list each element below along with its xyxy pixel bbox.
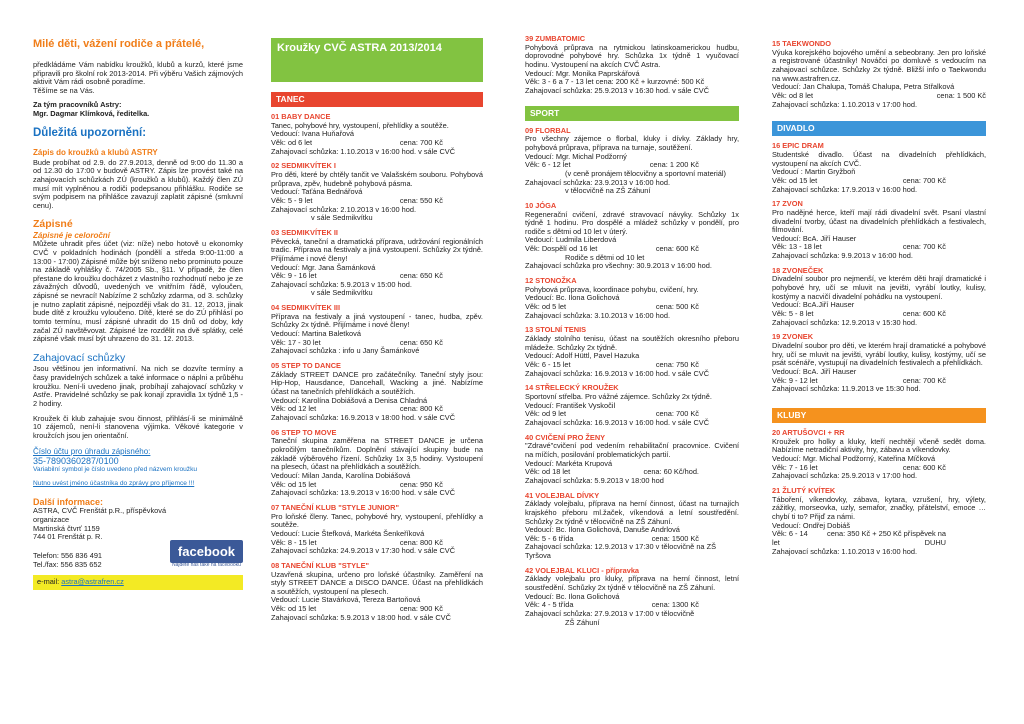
item-age: Věk: 8 - 15 let [271, 537, 317, 547]
section-clubs-header: KLUBY [772, 408, 986, 423]
item-price: cena: 650 Kč [399, 337, 443, 347]
item-price: cena: 900 Kč [399, 604, 443, 614]
item-text: Regenerační cvičení, zdravé stravovací návyky. Schůzky 1x týdně 1 hodinu. Pro dospělé a mládež schůzky v pondělí, pro rodiče s dětmi od 10 let v úterý. [525, 209, 739, 236]
club-list [772, 429, 986, 556]
item-price: cena: 500 Kč [655, 302, 699, 312]
item-text: Uzavřená skupina, určeno pro loňské účastníky. Zaměření na styly STREET DANCE a DISCO DANCE. Účast na přehlídkách a soutěžích, vystoupení na plesech. [271, 569, 483, 596]
email-label: e-mail: [37, 577, 62, 587]
item-title: 21 ŽLUTÝ KVÍTEK [772, 485, 836, 495]
item-age: Věk: 5 - 8 let [772, 309, 814, 319]
facebook-caption: Najdete nás také na facebooku [171, 562, 241, 569]
program-item [271, 504, 483, 556]
item-leader: Vedoucí: Mgr. Jana Šamánková [271, 262, 376, 272]
item-text: Pro všechny zájemce o florbal, kluky i dívky. Základy hry, pohybová průprava, příprava na turnaje, soutěžení. [525, 134, 739, 152]
item-title: 40 CVIČENÍ PRO ŽENY [525, 432, 606, 442]
item-text: Pro loňské členy. Tanec, pohybové hry, vystoupení, přehlídky a soutěže. [271, 511, 483, 530]
item-text: Sportovní střelba. Pro vážné zájemce. Schůzky 2x týdně. [525, 391, 712, 401]
item-leader: Vedoucí: František Vyskočil [525, 400, 616, 410]
item-age: Věk: 5 - 9 let [271, 195, 313, 205]
item-text: Základy stolního tenisu, účast na soutěžích okresního přeboru mládeže. Schůzky 2x týdně. [525, 334, 739, 352]
item-meeting: Zahajovací schůzka: 16.9.2013 v 16:00 hod. v sále CVČ [525, 417, 710, 427]
item-price: cena: 600 Kč [902, 462, 946, 472]
item-price: cena: 600 Kč [655, 244, 699, 254]
item-age: Věk: 5 - 6 třída [525, 533, 574, 543]
item-leader: Vedoucí : Martin Gryžboň [772, 167, 856, 177]
item-meeting: Zahajovací schůzka: 24.9.2013 v 17:30 hod. v sále CVČ [271, 546, 456, 556]
item-meeting: Zahajovací schůzka: 16.9.2013 v 18:00 hod. v sále CVČ [271, 413, 456, 422]
program-item [525, 384, 739, 427]
item-price: cena: 700 Kč [902, 242, 946, 252]
column-sport [525, 35, 739, 724]
program-item [772, 429, 986, 481]
item-leader: Vedoucí: Ondřej Dobiáš [772, 520, 851, 530]
item-age: Věk: 7 - 16 let [772, 462, 818, 472]
dance-list [271, 113, 483, 622]
account-note: Nutno uvést jméno účastníka do zprávy pro příjemce !!! [33, 480, 195, 488]
program-item [525, 277, 739, 320]
program-item [525, 326, 739, 378]
item-age: Věk: 9 - 12 let [772, 375, 818, 385]
program-item [525, 434, 739, 486]
telfax: Tel./fax: 556 835 652 [33, 559, 102, 569]
item-leader: Vedoucí: Adolf Hüttl, Pavel Hazuka [525, 351, 640, 361]
item-title: 41 VOLEJBAL DÍVKY [525, 490, 600, 500]
item-text: Divadelní soubor pro děti, ve kterém hrají dramatické a pohybové hry, učí se mluvit na jevišti, vyrábí loutky, kulisy, kostýmy, učí se psát scénáře, vystupují na divadelních festivalech a přehlídkách. [772, 341, 986, 368]
item-price: cena: 600 Kč [902, 309, 946, 319]
item-text: Základy volejbalu pro kluky, příprava na herní činnost, letní soustředění. Schůzky 2x týdně v tělocvičně na ZŠ Záhuní. [525, 574, 739, 593]
item-note: Rodiče s dětmi od 10 let [565, 252, 645, 262]
column-dance [271, 38, 483, 724]
item-price: cena: 1 500 Kč [936, 90, 986, 100]
item-meeting: Zahajovací schůzka: 23.9.2013 v 16:00 hod. [525, 177, 671, 187]
section-dance-header: TANEC [271, 92, 483, 107]
program-item [525, 202, 739, 271]
item-title: 05 STEP TO DANCE [271, 361, 341, 371]
item-age: Věk: 6 - 12 let [525, 160, 571, 170]
item-age-price: Věk: 3 - 6 a 7 - 13 let cena: 200 Kč + kurzovné: 500 Kč [525, 77, 705, 87]
item-price: cena: 700 Kč [655, 409, 699, 419]
item-title: 08 TANEČNÍ KLUB "STYLE" [271, 560, 370, 570]
item-text: Taneční skupina zaměřena na STREET DANCE je určena pokročilým tanečníkům. Doplnění stávající skupiny bude na základě výběrového řízení. Schůzky 1x 3,5 hodiny. Vystoupení na plesech, účast na přehlídkách a soutěžích. [271, 436, 483, 472]
org-line-1: ASTRA, CVČ Frenštát p.R., příspěvková organizace [33, 506, 167, 525]
program-item [271, 429, 483, 498]
item-meeting: Zahajovací schůzka: 2.10.2013 v 16:00 hod. [271, 204, 417, 214]
item-leader: Vedoucí: Taťána Bednářová [271, 187, 363, 197]
item-meeting: Zahajovací schůzka: 5.9.2013 v 18:00 hod [525, 475, 664, 485]
item-meeting: Zahajovací schůzka: 25.9.2013 v 16:30 hod. v sále CVČ [525, 85, 710, 95]
item-text: Divadelní soubor pro nejmenší, ve kterém děti hrají dramatické i pohybové hry, učí se mluvit na jevišti, vyrábí loutky, kulisy, kostýmy a nacvičí divadelní pohádku na vystoupení. [772, 274, 986, 301]
item-meeting: Zahajovací schůzka: 9.9.2013 v 16:00 hod. [772, 251, 913, 261]
item-title: 01 BABY DANCE [271, 112, 331, 121]
item-price: cena: 750 Kč [655, 360, 699, 369]
item-text: Pro nadějné herce, kteří mají rádi divadelní svět. Psaní vlastní divadelní tvorby, účast na divadelních přehlídkách a festivalech, filmování. [772, 207, 986, 235]
item-age: Věk: od 12 let [271, 404, 317, 414]
item-text: Kroužek pro holky a kluky, kteří nechtějí včeně sedět doma. Nabízíme netradiční aktivity, hry, zábavu a víkendovky. [772, 436, 986, 455]
program-item [772, 333, 986, 394]
email-link[interactable]: astra@astrafren.cz [61, 577, 124, 587]
item-text: Studentské divadlo. Účast na divadelních přehlídkách, vystoupení na akcích CVČ. [772, 149, 986, 168]
item-age: Věk: od 18 let [525, 467, 571, 477]
program-item [271, 304, 483, 356]
item-leader: Vedoucí: BcA. Jiří Hauser [772, 367, 857, 376]
item-title: 14 STŘELECKÝ KROUŽEK [525, 383, 619, 393]
program-item [271, 162, 483, 223]
item-meeting: Zahajovací schůzka: 1.10.2013 v 17:00 hod. [772, 99, 918, 109]
program-item [271, 229, 483, 298]
enroll-text: Bude probíhat od 2.9. do 27.9.2013, denně od 9:00 do 11.30 a od 12.30 do 17:00 v budově ASTRY. Zápis lze provést také na zahajovacích schůzkách ZÚ (kroužků a klubů). Každý člen ZÚ musí mít vyplněnou a rodiči podepsanou přihlášku. Rodiče se svým podpisem na přihlášce zavazují zaplatit zápisné (smluvní cenu). [33, 157, 243, 210]
opening-text: Jsou většinou jen informativní. Na nich se dozvíte termíny a časy pravidelných schůzek a také informace o náplni a průběhu kroužku. Není-li uvedeno jinak, probíhají zahajovací schůzky v Astře. Pravidelné schůzky se pak konají zpravidla 1x týdně 1,5 - 2 hodiny. [33, 364, 243, 408]
item-meeting: Zahajovací schůzka : info u Jany Šamánkové [271, 346, 420, 356]
intro-text: předkládáme Vám nabídku kroužků, klubů a kurzů, které jsme připravili pro školní rok 2013-2014. Při výběru Vašich zájmových aktivit Vám rádi osobně poradíme. [33, 59, 243, 87]
item-age: Věk: 6 - 15 let [525, 360, 571, 369]
item-meeting: Zahajovací schůzka: 5.9.2013 v 18:00 hod. v sále CVČ [271, 612, 451, 622]
item-price: cena: 700 Kč [399, 137, 443, 147]
item-leader: Vedoucí: Martina Baletková [271, 329, 361, 339]
item-leader: Vedoucí: Milan Janda, Karolína Dobiášová [271, 470, 411, 480]
item-title: 03 SEDMIKVÍTEK II [271, 227, 338, 237]
program-item [271, 113, 483, 156]
email-bar [33, 575, 243, 590]
item-title: 19 ZVONEK [772, 332, 814, 342]
item-price: cena: 1 200 Kč [649, 160, 699, 170]
item-price: cena: 350 Kč + 250 Kč příspěvek na DUHU [827, 529, 946, 547]
program-item [525, 492, 739, 561]
item-leader: Vedoucí: Ivana Huňařová [271, 129, 354, 139]
item-price: cena: 950 Kč [399, 479, 443, 489]
item-title: 10 JÓGA [525, 200, 557, 210]
item-note: ZŠ Záhuní [565, 617, 600, 627]
account-vs: Variabilní symbol je číslo uvedeno před názvem kroužku [33, 466, 198, 474]
item-leader: Vedoucí: Bc. Ilona Golichová [525, 591, 620, 601]
item-leader: Vedoucí: Karolína Dobiášová a Denisa Chladná [271, 395, 428, 405]
fee-text: Můžete uhradit přes účet (viz: níže) nebo hotově u ekonomky CVČ v pokladních hodinách (pondělí a středa 9:00-11:00 a 13:00 - 17:00) Zápisné může být sníženo nebo prominuto pouze na základě vyhlášky č. 74/2005 Sb., §11. V případě, že člen přestane do kroužku docházet z vlastního rozhodnutí nebo je ze závažných důvodů, uvedených ve vnitřním řádě, vyloučen, zápisné se nevrací! Nabízíme 2 schůzky zdarma, od 3. schůzky je nutno zaplatit zápisné, nejpozději však do 31. 12. 2013, jinak bude dítě z kroužku vyloučeno. Dítě, které se do ZÚ přihlásí po tomto termínu, musí zápisné uhradit do 15 dnů od doby, kdy začal ZÚ navštěvovat. Zápisné lze rozdělit na dvě splátky, celé zápisné však musí být uhrazeno do 31. 12. 2013. [33, 239, 243, 344]
item-meeting: Zahajovací schůzka: 1.10.2013 v 16:00 hod. v sále CVČ [271, 146, 456, 156]
program-item [772, 200, 986, 261]
program-item [525, 127, 739, 196]
item-title: 17 ZVON [772, 199, 803, 209]
item-text: Pro děti, které by chtěly tančit ve Valašském souboru. Pohybová průprava, zpěv, hudebně pohybová pásma. [271, 169, 483, 188]
program-item [271, 562, 483, 623]
item-price: cena: 550 Kč [399, 195, 443, 205]
opening-text-2: Kroužek či klub zahajuje svou činnost, přihlásí-li se minimálně 10 zájemců, není-li stanovena výjimka. Věkové kategorie v kroužcích jsou jen orientační. [33, 413, 243, 440]
item-age-price [772, 530, 986, 547]
item-age: Věk: od 9 let [525, 409, 567, 419]
item-age: Věk: od 15 let [271, 604, 317, 614]
phone: Telefon: 556 836 491 [33, 551, 103, 561]
item-price: cena: 800 Kč [399, 537, 443, 547]
item-age: Věk: 13 - 18 let [772, 242, 822, 252]
opening-title: Zahajovací schůzky [33, 352, 126, 365]
item-note: v tělocvičně na ZŠ Záhuní [565, 186, 651, 196]
item-age: Věk: od 8 let [772, 90, 814, 100]
item-price: cena: 1300 Kč [651, 600, 699, 610]
item-leader: Vedoucí: Mgr. Monika Paprskářová [525, 68, 640, 78]
item-note: v sále Sedmikvítku [311, 288, 373, 298]
org-line-3: 744 01 Frenštát p. R. [33, 532, 103, 542]
item-meeting: Zahajovací schůzka: 27.9.2013 v 17:00 v tělocvičně [525, 609, 695, 619]
program-item [525, 567, 739, 628]
item-meeting: Zahajovací schůzka: 17.9.2013 v 16:00 hod. [772, 184, 918, 194]
drama-list [772, 142, 986, 394]
item-leader: Vedoucí: Bc. Ilona Golichová, Danuše Andrlová [525, 525, 680, 535]
item-leader: Vedoucí: Markéta Krupová [525, 458, 613, 468]
item-age: Věk: od 15 let [772, 175, 818, 185]
program-item [772, 267, 986, 328]
item-text: Základy STREET DANCE pro začátečníky. Taneční styly jsou: Hip-Hop, Hausdance, Dancehall, Wacking a jiné. Nabízíme účast na tanečních přehlídkách a soutěžích. [271, 369, 483, 397]
item-leader: Vedoucí: Mgr. Michal Podžorný, Kateřina Míčková [772, 453, 936, 463]
item-title: 20 ARTUŠOVCI + RR [772, 427, 845, 437]
item-note: v sále Sedmikvítku [311, 213, 373, 223]
item-meeting: Zahajovací schůzka: 1.10.2013 v 16:00 hod. [772, 546, 918, 556]
item-meeting: Zahajovací schůzka: 12.9.2013 v 17:30 v tělocvičně na ZŠ Tyršova [525, 542, 717, 561]
item-title: 04 SEDMIKVÍTEK III [271, 303, 340, 313]
item-leader: Vedoucí: Jan Chalupa, Tomáš Chalupa, Petra Střalková [772, 82, 955, 92]
item-text: Výuka korejského bojového umění a sebeobrany. Jen pro loňské a registrované účastníky! Nováčci po domluvě s vedoucím na zahajovací schůzce. Schůzky 2x týdně. Bližší info o Taekwondu na www.astrafren.cz. [772, 47, 986, 83]
item-title: 18 ZVONEČEK [772, 265, 824, 275]
item-age: Věk: 6 - 14 let [772, 529, 808, 547]
org-line-2: Martinská čtvrť 1159 [33, 523, 100, 533]
item-title: 07 TANEČNÍ KLUB "STYLE JUNIOR" [271, 502, 400, 512]
item-leader: Vedoucí: BcA. Jiří Hauser [772, 233, 857, 243]
item-age: Věk: 9 - 16 let [271, 271, 317, 281]
item-meeting: Zahajovací schůzka: 5.9.2013 v 15:00 hod. [271, 279, 412, 289]
item-meeting: Zahajovací schůzka: 13.9.2013 v 16:00 hod. v sále CVČ [271, 488, 456, 498]
item-title: 12 STONOŽKA [525, 276, 577, 286]
item-age: Věk: od 6 let [271, 137, 313, 147]
item-text: Pohybová průprava, koordinace pohybu, cvičení, hry. [525, 284, 699, 294]
item-price: cena: 60 Kč/hod. [643, 467, 699, 477]
item-age: Věk: 4 - 5 třída [525, 600, 574, 610]
item-title: 15 TAEKWONDO [772, 40, 831, 48]
program-item [772, 142, 986, 194]
sport-list [525, 127, 739, 628]
item-title: 42 VOLEJBAL KLUCI - přípravka [525, 565, 640, 575]
more-info-title: Další informace: [33, 496, 104, 507]
item-text: Pěvecká, taneční a dramatická příprava, udržování regionálních tradic. Příprava na festivaly a jiná vystoupení. Schůzky 2x týdně. Přijímáme i nové členy! [271, 236, 483, 263]
item-age: Věk: od 5 let [525, 302, 567, 312]
facebook-logo[interactable]: facebook [170, 540, 243, 563]
fee-subtitle: Zápisné je celoroční [33, 230, 110, 240]
item-price: cena: 1500 Kč [651, 533, 699, 543]
item-title: 16 EPIC DRAM [772, 141, 824, 151]
item-text: "Zdravé"cvičení pod vedením rehabilitační pracovnice. Cvičení na míčích, posilování problematických partií. [525, 441, 739, 459]
section-sport-header: SPORT [525, 106, 739, 121]
item-price: cena: 800 Kč [399, 404, 443, 414]
item-text: Základy volejbalu, příprava na herní činnost, účast na turnajích krajského přeboru ml.žaček, víkendová a letní soustředění. Schůzky 2x týdně v tělocvičně na ZŠ Záhuní. [525, 499, 739, 526]
signature-line-1: Za tým pracovníků Astry: [33, 100, 122, 110]
fee-title: Zápisné [33, 217, 73, 230]
notices-title: Důležitá upozornění: [33, 126, 147, 139]
item-text: Tanec, pohybové hry, vystoupení, přehlídky a soutěže. [271, 120, 449, 130]
column-drama-clubs [772, 40, 986, 724]
account-number: 35-7890360287/0100 [33, 455, 119, 466]
item-meeting: Zahajovací schůzka: 16.9.2013 v 16:00 hod. v sále CVČ [525, 368, 710, 378]
program-item [772, 487, 986, 556]
column-info [33, 38, 243, 724]
item-leader: Vedoucí: BcA.Jiří Hauser [772, 300, 855, 310]
item-meeting: Zahajovací schůzka: 25.9.2013 v 17:00 hod. [772, 471, 918, 481]
item-meeting: Zahajovací schůzka pro všechny: 30.9.2013 v 16:00 hod. [525, 261, 712, 271]
enroll-title: Zápis do kroužků a klubů ASTRY [33, 148, 158, 158]
signature-line-2: Mgr. Dagmar Klímková, ředitelka. [33, 109, 150, 119]
item-meeting: Zahajovací schůzka: 12.9.2013 v 15:30 hod. [772, 317, 918, 327]
item-age: Věk: 17 - 30 let [271, 337, 321, 347]
item-title: 13 STOLNÍ TENIS [525, 325, 587, 335]
item-title: 09 FLORBAL [525, 125, 571, 135]
item-text: Příprava na festivaly a jiná vystoupení - tanec, hudba, zpěv. Schůzky 2x týdně. Přijímáme i nové členy! [271, 311, 483, 330]
item-text: Pohybová průprava na rytmickou latinskoamerickou hudbu, doprovodné pohybové hry. Schůzka 1x týdně 1 vyučovací hodinu. Vystoupení na akcích CVČ Astra. [525, 42, 739, 69]
item-title: 02 SEDMIKVÍTEK I [271, 161, 336, 171]
item-meeting: Zahajovací schůzka: 11.9.2013 ve 15:30 hod. [772, 384, 921, 394]
item-meeting: Zahajovací schůzka: 3.10.2013 v 16:00 hod. [525, 310, 671, 320]
program-item [271, 362, 483, 423]
item-price: cena: 700 Kč [902, 175, 946, 185]
item-price: cena: 700 Kč [902, 375, 946, 385]
item-note: (v ceně pronájem tělocvičny a sportovní materiál) [565, 168, 727, 178]
item-leader: Vedoucí: Ludmila Liberdová [525, 235, 617, 245]
item-title: 39 ZUMBATOMIC [525, 35, 586, 43]
brochure-banner: Kroužky CVČ ASTRA 2013/2014 [271, 38, 483, 82]
account-title: Číslo účtu pro úhradu zápisného: [33, 446, 151, 456]
intro-text-2: Těšíme se na Vás. [33, 85, 95, 95]
item-price: cena: 650 Kč [399, 271, 443, 281]
item-leader: Vedoucí: Lucie Štefková, Markéta Šenkeříková [271, 528, 425, 538]
item-leader: Vedoucí: Mgr. Michal Podžorný [525, 151, 627, 161]
greeting: Milé děti, vážení rodiče a přátelé, [33, 38, 205, 50]
item-age: Věk: od 15 let [271, 479, 317, 489]
item-leader: Vedoucí: Lucie Stavárková, Tereza Bartoňová [271, 595, 421, 605]
item-age: Věk: Dospělí od 16 let [525, 244, 598, 254]
section-drama-header: DIVADLO [772, 121, 986, 136]
item-text: Táboření, víkendovky, zábava, kytara, vzrušení, hry, výlety, zážitky, morseovka, uzly, semafor, značky, přátelství, emoce … chybí ti to? Přijď za námi. [772, 494, 986, 521]
item-leader: Vedoucí: Bc. Ilona Golichová [525, 293, 620, 303]
item-title: 06 STEP TO MOVE [271, 427, 337, 437]
facebook-badge[interactable] [170, 536, 243, 569]
